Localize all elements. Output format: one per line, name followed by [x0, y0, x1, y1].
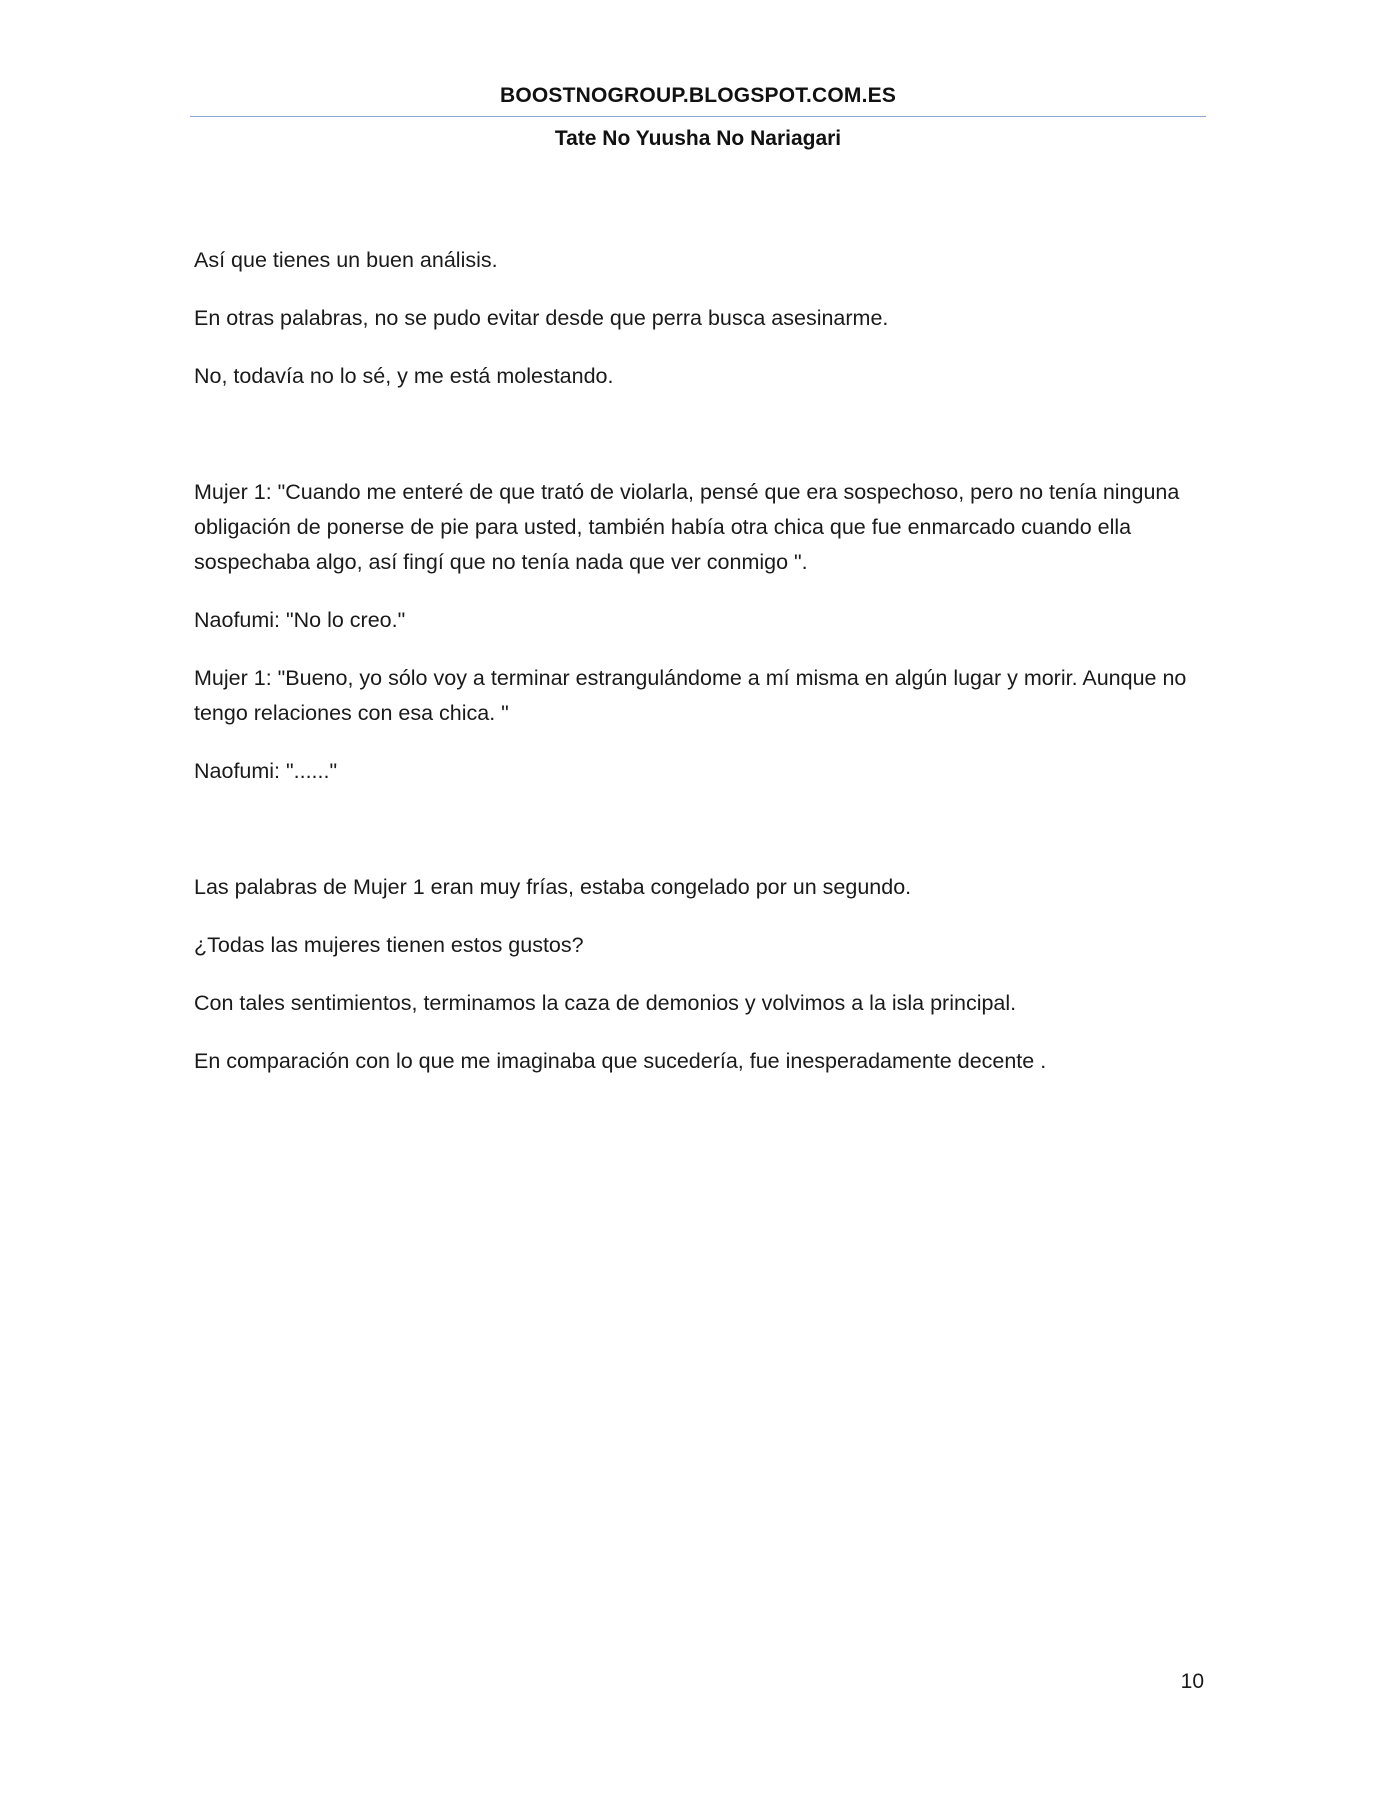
section-spacer: [194, 789, 1204, 847]
paragraph-spacer: [194, 1021, 1204, 1044]
page-number: 10: [1180, 1670, 1204, 1693]
paragraph-spacer: [194, 452, 1204, 475]
paragraph-spacer: [194, 731, 1204, 754]
paragraph-3: No, todavía no lo sé, y me está molestando.: [194, 364, 614, 388]
paragraph-11: En comparación con lo que me imaginaba que sucedería, fue inesperadamente decente .: [194, 1049, 1047, 1073]
paragraph-6: Mujer 1: "Bueno, yo sólo voy a terminar estrangulándome a mí misma en algún lugar y morir. Aunque no tengo relaciones con esa chica. ": [194, 666, 1187, 725]
paragraph-9: ¿Todas las mujeres tienen estos gustos?: [194, 933, 584, 957]
paragraph-8: Las palabras de Mujer 1 eran muy frías, estaba congelado por un segundo.: [194, 875, 912, 899]
paragraph-1: Así que tienes un buen análisis.: [194, 248, 498, 272]
section-spacer: [194, 394, 1204, 452]
paragraph-spacer: [194, 336, 1204, 359]
paragraph-4: Mujer 1: "Cuando me enteré de que trató de violarla, pensé que era sospechoso, pero no tenía ninguna obligación de ponerse de pie para usted, también había otra chica que fue enmarcado cuando ella sospechaba algo, así fingí que no tenía nada que ver conmigo ".: [194, 480, 1180, 574]
paragraph-spacer: [194, 847, 1204, 870]
paragraph-5: Naofumi: "No lo creo.": [194, 608, 406, 632]
header-novel-title: Tate No Yuusha No Nariagari: [554, 127, 842, 150]
paragraph-spacer: [194, 278, 1204, 301]
paragraph-10: Con tales sentimientos, terminamos la caza de demonios y volvimos a la isla principal.: [194, 991, 1017, 1015]
header-divider: [190, 116, 1206, 117]
document-body: [194, 243, 1204, 1079]
paragraph-spacer: [194, 963, 1204, 986]
paragraph-spacer: [194, 580, 1204, 603]
paragraph-spacer: [194, 905, 1204, 928]
paragraph-7: Naofumi: "......": [194, 759, 338, 783]
paragraph-spacer: [194, 638, 1204, 661]
paragraph-2: En otras palabras, no se pudo evitar desde que perra busca asesinarme.: [194, 306, 889, 330]
header-site-name: BOOSTNOGROUP.BLOGSPOT.COM.ES: [499, 84, 897, 107]
page-header: [190, 82, 1206, 153]
